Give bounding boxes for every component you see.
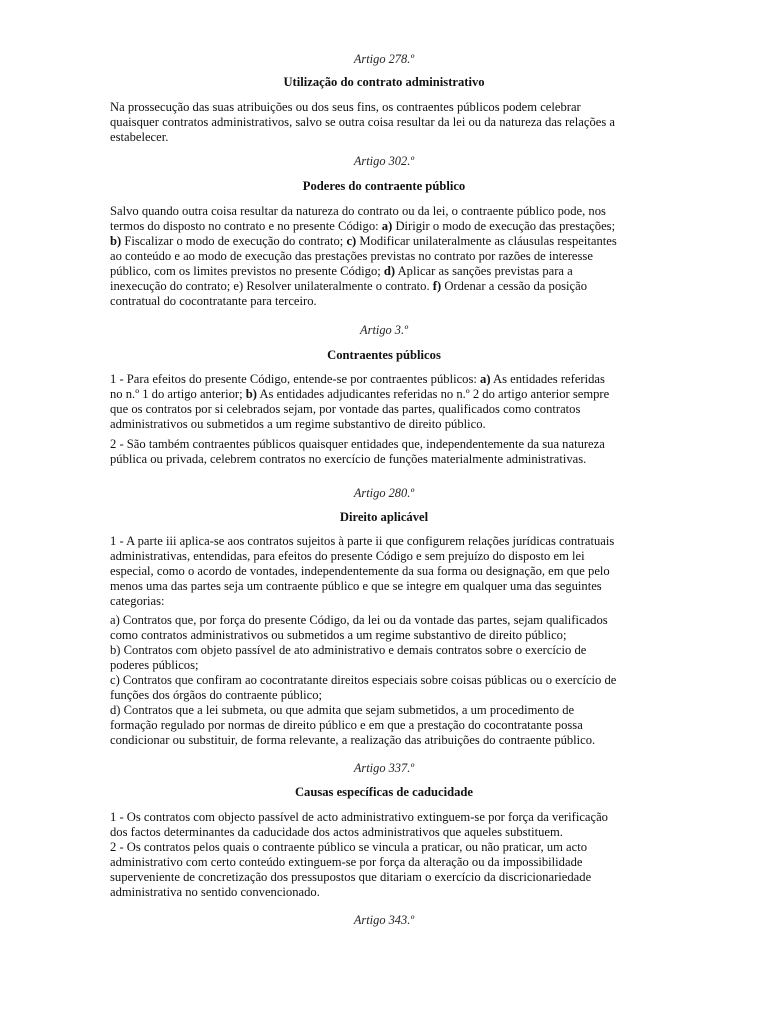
article-3-number: Artigo 3.º: [360, 323, 408, 337]
article-3-title: Contraentes públicos: [327, 348, 441, 362]
article-302-paragraph: Salvo quando outra coisa resultar da natureza do contrato ou da lei, o contraente público pode, nos termos do disposto no contrato e no presente Código: a) Dirigir o modo de execução das prestações; b) Fiscalizar o modo de execução do contrato; c) Modificar unilateralmente as cláusulas respeitantes ao conteúdo e ao modo de execução das prestações previstas no contrato por razões de interesse público, com os limites previstos no presente Código; d) Aplicar as sanções previstas para a inexecução do contrato; e) Resolver unilateralmente o contrato. f) Ordenar a cessão da posição contratual do cocontratante para terceiro.: [110, 204, 617, 308]
article-337-paragraph: 1 - Os contratos com objecto passível de acto administrativo extinguem-se por força da verificação dos factos determinantes da caducidade dos actos administrativos que aqueles substituem. 2 - Os contratos pelos quais o contraente público se vincula a praticar, ou não praticar, um acto administrativo com certo conteúdo extinguem-se por força da alteração ou da impossibilidade superveniente de concretização dos pressupostos que ditariam o exercício da discricionariedade administrativa no sentido convencionado.: [110, 810, 608, 899]
article-3-paragraph-2: 2 - São também contraentes públicos quaisquer entidades que, independentemente da sua natureza pública ou privada, celebrem contratos no exercício de funções materialmente administrativas.: [110, 437, 605, 466]
article-337-title: Causas específicas de caducidade: [294, 785, 474, 799]
article-302-number: Artigo 302.º: [353, 154, 415, 168]
article-278-number: Artigo 278.º: [353, 52, 415, 66]
article-280-number: Artigo 280.º: [353, 486, 415, 500]
article-278-paragraph: Na prossecução das suas atribuições ou dos seus fins, os contraentes públicos podem celebrar quaisquer contratos administrativos, salvo se outra coisa resultar da lei ou da natureza das relações a estabelecer.: [110, 100, 615, 144]
article-337-number: Artigo 337.º: [353, 761, 415, 775]
article-280-title: Direito aplicável: [339, 510, 429, 524]
article-343-number: Artigo 343.º: [353, 913, 415, 927]
article-280-list: a) Contratos que, por força do presente Código, da lei ou da vontade das partes, sejam qualificados como contratos administrativos ou submetidos a um regime substantivo de direito público; b) Contratos com objeto passível de ato administrativo e demais contratos sobre o exercício de poderes públicos; c) Contratos que confiram ao cocontratante direitos especiais sobre coisas públicas ou o exercício de funções dos órgãos do contraente público; d) Contratos que a lei submeta, ou que admita que sejam submetidos, a um procedimento de formação regulado por normas de direito público e em que a prestação do cocontratante possa condicionar ou substituir, de forma relevante, a realização das atribuições do contraente público.: [110, 613, 617, 747]
article-302-title: Poderes do contraente público: [302, 179, 466, 193]
article-278-title: Utilização do contrato administrativo: [283, 75, 485, 89]
article-280-paragraph-1: 1 - A parte iii aplica-se aos contratos sujeitos à parte ii que configurem relações jurídicas contratuais administrativas, entendidas, para efeitos do presente Código e sem prejuízo do disposto em lei especial, como o acordo de vontades, independentemente da sua forma ou designação, em que pelo menos uma das partes seja um contraente público e que se integre em qualquer uma das seguintes categorias:: [110, 534, 615, 608]
article-3-paragraph-1: 1 - Para efeitos do presente Código, entende-se por contraentes públicos: a) As entidades referidas no n.º 1 do artigo anterior; b) As entidades adjudicantes referidas no n.º 2 do artigo anterior sempre que os contratos por si celebrados sejam, por vontade das partes, qualificados como contratos administrativos ou submetidos a um regime substantivo de direito público.: [110, 372, 610, 431]
